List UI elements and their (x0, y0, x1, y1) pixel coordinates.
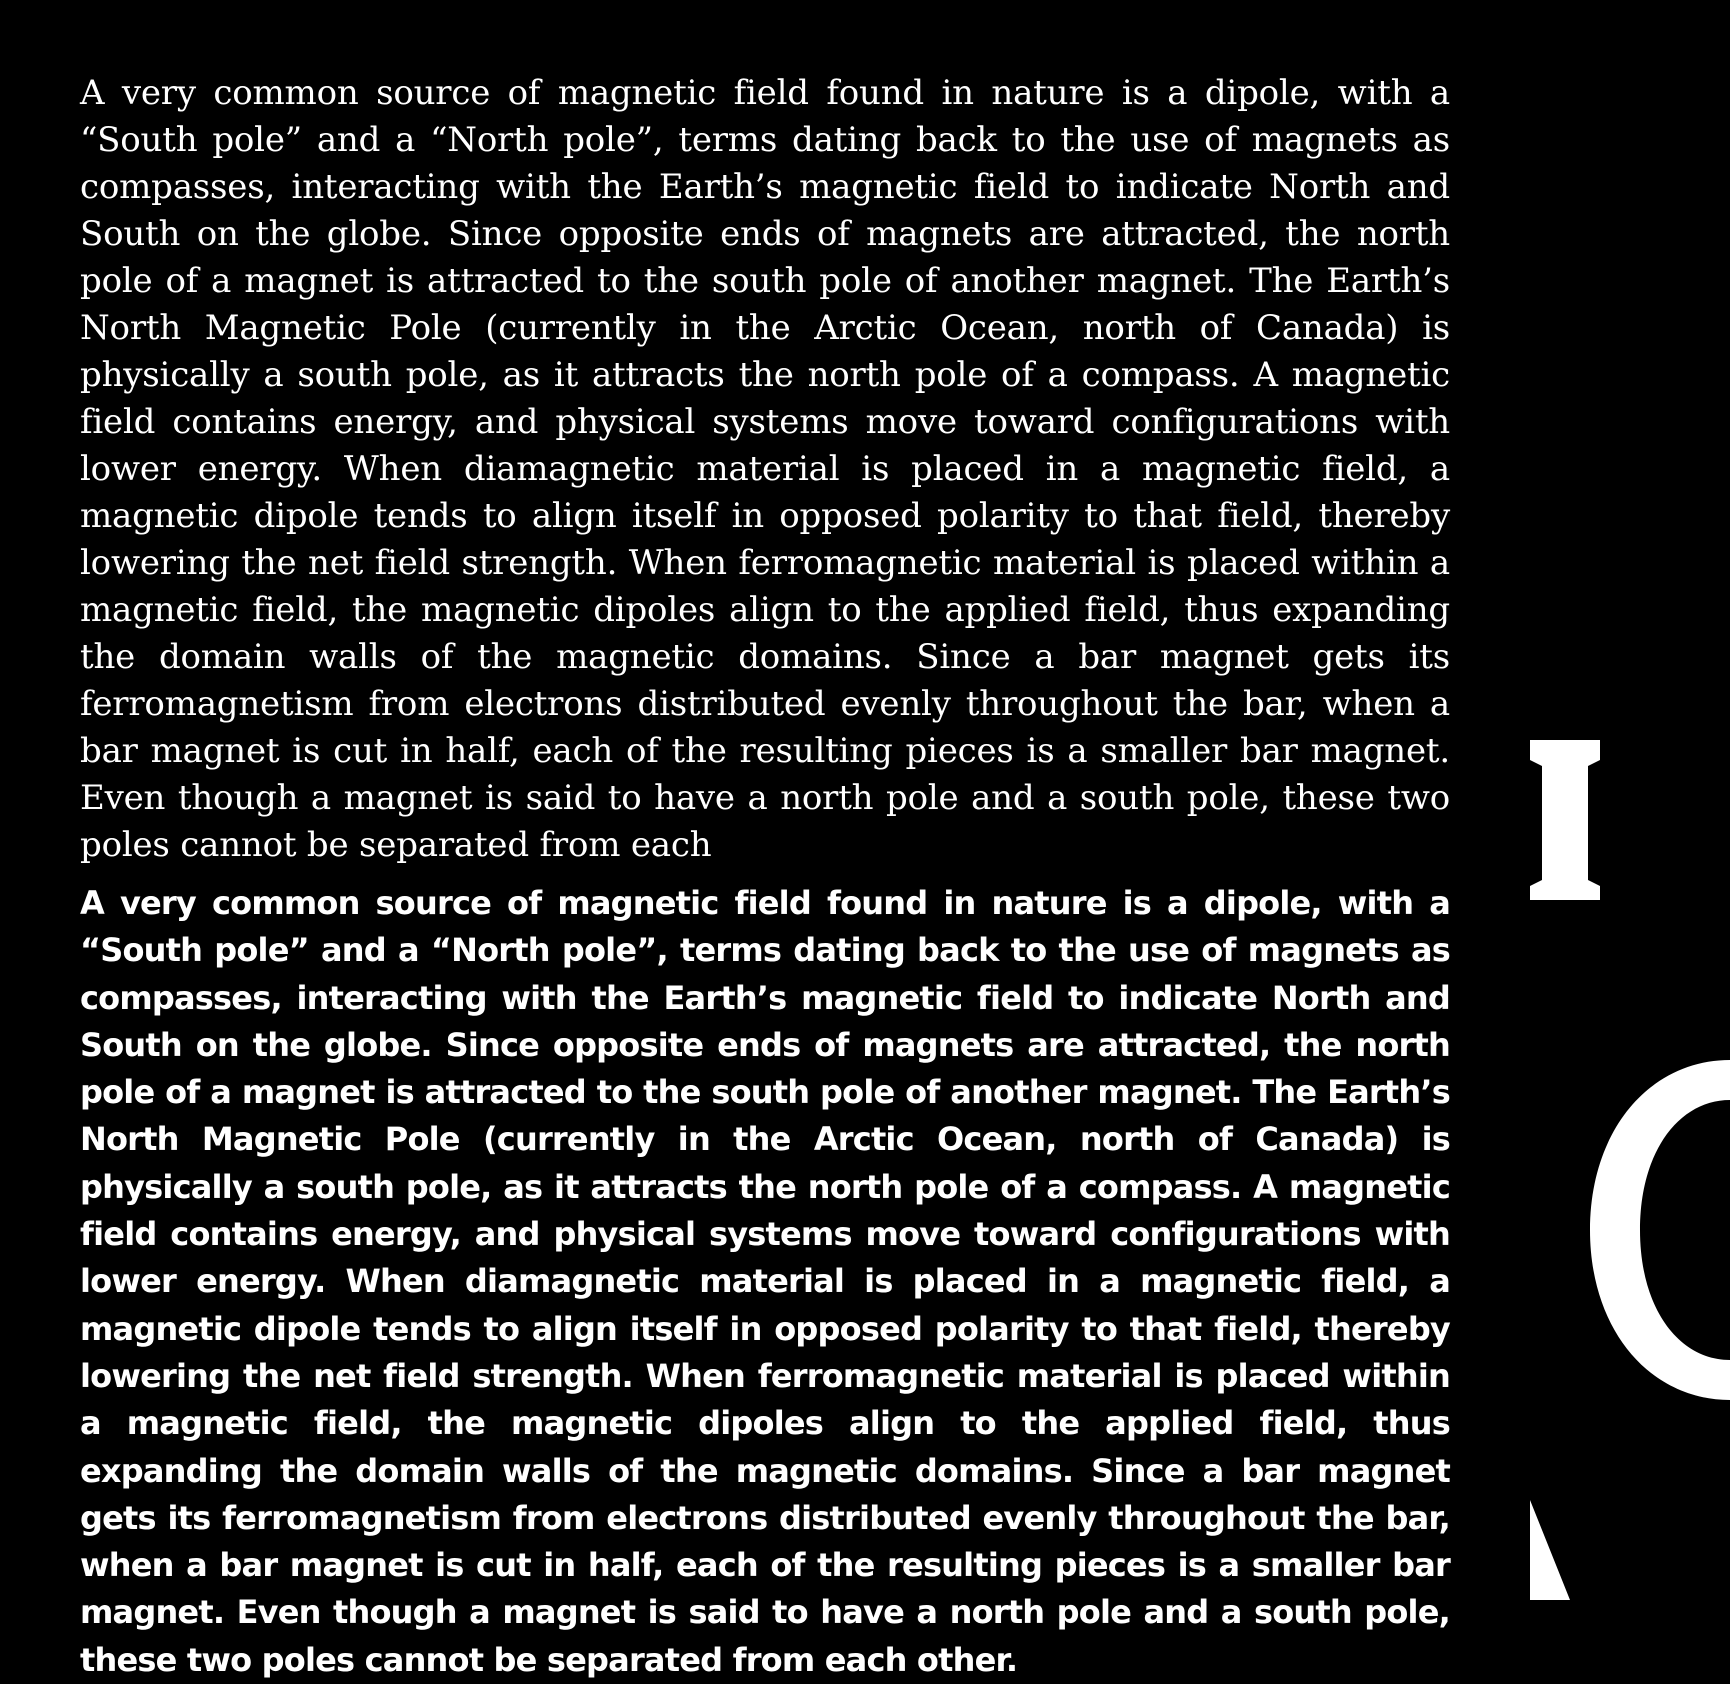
sans-bold-specimen-paragraph: A very common source of magnetic field found in nature is a dipole, with a “South pole” and a “North pole”, terms dating back to the use of magnets as compasses, interacting with the Earth’s magnetic field to indicate North and South on the globe. Since opposite ends of magnets are attracted, the north pole of a magnet is attracted to the south pole of another magnet. The Earth’s North Magnetic Pole (currently in the Arctic Ocean, north of Canada) is physically a south pole, as it attracts the north pole of a compass. A magnetic field contains energy, and physical systems move toward configurations with lower energy. When diamagnetic material is placed in a magnetic field, a magnetic dipole tends to align itself in opposed polarity to that field, thereby lowering the net field strength. When ferromagnetic material is placed within a magnetic field, the magnetic dipoles align to the applied field, thus expanding the domain walls of the magnetic domains. Since a bar magnet gets its ferromagnetism from electrons distributed evenly throughout the bar, when a bar magnet is cut in half, each of the resulting pieces is a smaller bar magnet. Even though a magnet is said to have a north pole and a south pole, these two poles cannot be separated from each other. (80, 884, 1450, 1679)
bowl-glyph-fragment (1590, 1060, 1730, 1400)
serif-stem-glyph-fragment (1530, 740, 1600, 900)
sans-text-region (0, 880, 1600, 1679)
serif-specimen-paragraph: A very common source of magnetic field found in nature is a dipole, with a “South pole” and a “North pole”, terms dating back to the use of magnets as compasses, interacting with the Earth’s magnetic field to indicate North and South on the globe. Since opposite ends of magnets are attracted, the north pole of a magnet is attracted to the south pole of another magnet. The Earth’s North Magnetic Pole (currently in the Arctic Ocean, north of Canada) is physically a south pole, as it attracts the north pole of a compass. A magnetic field contains energy, and physical systems move toward configurations with lower energy. When diamagnetic material is placed in a magnetic field, a magnetic dipole tends to align itself in opposed polarity to that field, thereby lowering the net field strength. When ferromagnetic material is placed within a magnetic field, the magnetic dipoles align to the applied field, thus expanding the domain walls of the magnetic domains. Since a bar magnet gets its ferromagnetism from electrons distributed evenly throughout the bar, when a bar magnet is cut in half, each of the resulting pieces is a smaller bar magnet. Even though a magnet is said to have a north pole and a south pole, these two poles cannot be separated from each (80, 73, 1450, 865)
serif-text-region (0, 0, 1600, 865)
large-glyph-fragment-decoration (1530, 700, 1730, 1600)
diagonal-glyph-fragment (1530, 1500, 1570, 1600)
